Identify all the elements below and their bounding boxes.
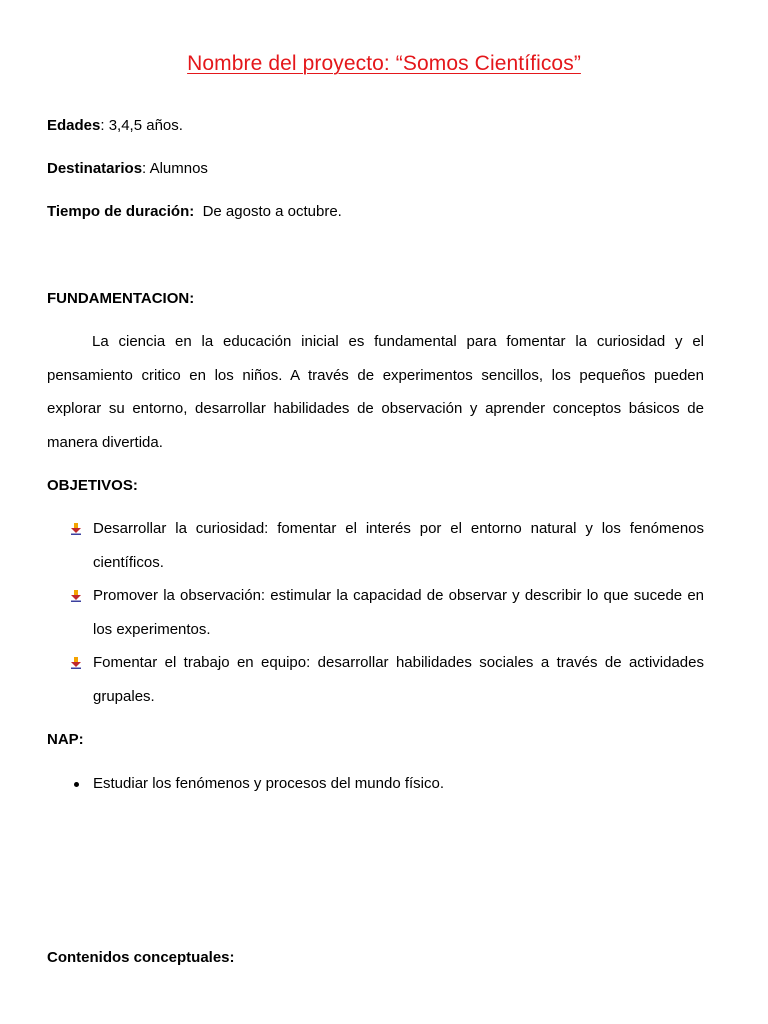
objetivos-list [47, 512, 704, 713]
field-duracion [47, 203, 342, 221]
field-label: Tiempo de duración: [47, 203, 195, 220]
field-edades [47, 117, 183, 135]
fundamentacion-paragraph: La ciencia en la educación inicial es fundamental para fomentar la curiosidad y el pensamiento critico en los niños. A través de experimentos sencillos, los pequeños pueden explorar su entorno, desarrollar habilidades de observación y aprender conceptos básicos de manera divertida. [47, 333, 704, 451]
list-item [47, 512, 704, 579]
field-label: Edades [47, 117, 101, 134]
list-item [47, 579, 704, 646]
arrow-bullet-icon [70, 523, 82, 535]
objetivo-text: Desarrollar la curiosidad: fomentar el interés por el entorno natural y los fenómenos científicos. [93, 520, 704, 571]
fundamentacion-heading: FUNDAMENTACION: [47, 290, 195, 307]
field-value: 3,4,5 años. [108, 117, 183, 134]
nap-list [47, 775, 444, 793]
field-value: De agosto a octubre. [202, 203, 342, 220]
arrow-bullet-icon [70, 590, 82, 602]
field-destinatarios [47, 160, 208, 178]
objetivo-text: Fomentar el trabajo en equipo: desarrollar habilidades sociales a través de actividades grupales. [93, 654, 704, 705]
document-title: Nombre del proyecto: “Somos Científicos” [187, 52, 581, 75]
arrow-bullet-icon [70, 657, 82, 669]
bullet-dot-icon [74, 782, 79, 787]
field-label: Destinatarios [47, 160, 143, 177]
nap-heading: NAP: [47, 731, 84, 748]
list-item [47, 775, 444, 793]
objetivos-heading: OBJETIVOS: [47, 477, 138, 494]
field-separator: : [142, 160, 150, 177]
field-separator: : [100, 117, 109, 134]
field-value: Alumnos [149, 160, 208, 177]
field-separator [194, 203, 202, 220]
objetivo-text: Promover la observación: estimular la capacidad de observar y describir lo que sucede en los experimentos. [93, 587, 704, 638]
contenidos-heading: Contenidos conceptuales: [47, 949, 235, 966]
list-item [47, 646, 704, 713]
nap-text: Estudiar los fenómenos y procesos del mundo físico. [93, 775, 445, 792]
